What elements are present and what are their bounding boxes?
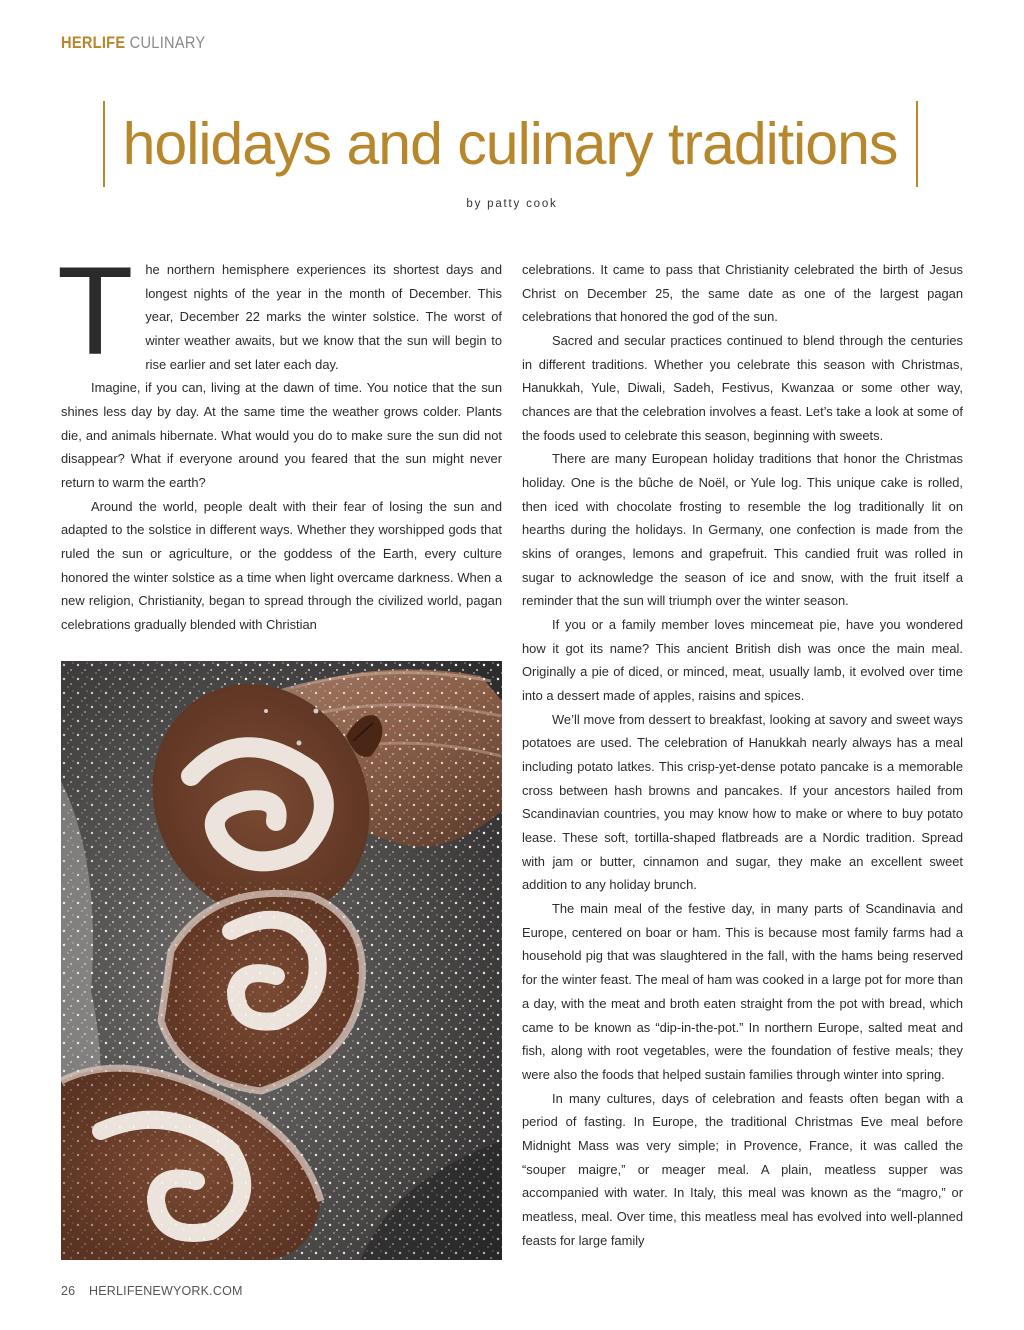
page-number: 26 [61, 1284, 76, 1298]
yule-log-photo [61, 661, 502, 1260]
page-footer [61, 1284, 243, 1298]
title-rule-right [916, 101, 918, 187]
website-url: HERLIFENEWYORK.COM [89, 1284, 243, 1298]
byline: by patty cook [466, 198, 558, 210]
article-column-right [522, 258, 963, 1252]
section-name: CULINARY [129, 33, 206, 52]
paragraph: In many cultures, days of celebration and feasts often began with a period of fasting. In Europe, the traditional Christmas Eve meal before Midnight Mass was very simple; in Provence, France, it was called the “souper maigre,” or meager meal. A plain, meatless supper was accompanied with water. In Italy, this meal was known as the “magro,” or meatless, meal. Over time, this meatless meal has evolved into well-planned feasts for large family [522, 1090, 963, 1248]
brand-name: HERLIFE [61, 33, 126, 52]
paragraph: The main meal of the festive day, in many parts of Scandinavia and Europe, centered on boar or ham. This is because most family farms had a household pig that was slaughtered in the fall, with the hams being reserved for the winter feast. The meal of ham was cooked in a large pot for more than a day, with the meat and broth eaten straight from the pot with bread, which came to be known as “dip-in-the-pot.” In northern Europe, salted meat and fish, along with root vegetables, were the foundation of festive meals; they were also the foods that helped sustain families through winter into spring. [522, 901, 963, 1082]
paragraph: celebrations. It came to pass that Christianity celebrated the birth of Jesus Christ on December 25, the same date as one of the largest pagan celebrations that honored the god of the sun. [522, 262, 963, 325]
drop-cap: T [57, 242, 134, 381]
paragraph: Sacred and secular practices continued to blend through the centuries in different traditions. Whether you celebrate this season with Christmas, Hanukkah, Yule, Diwali, Sadeh, Festivus, Kwanzaa or some other way, chances are that the celebration involves a feast. Let’s take a look at some of the foods used to celebrate this season, beginning with sweets. [522, 333, 963, 443]
title-rule-left [103, 101, 105, 187]
article-title: holidays and culinary traditions [122, 111, 898, 177]
paragraph: he northern hemisphere experiences its shortest days and longest nights of the year in the month of December. This year, December 22 marks the winter solstice. The worst of winter weather awaits, but we know that the sun will begin to rise earlier and set later each day. [145, 262, 502, 372]
paragraph: Around the world, people dealt with their fear of losing the sun and adapted to the solstice in different ways. Whether they worshipped gods that ruled the sun or agriculture, or the goddess of the Earth, every culture honored the winter solstice as a time when light overcame darkness. When a new religion, Christianity, began to spread through the civilized world, pagan celebrations gradually blended with Christian [61, 498, 502, 633]
paragraph: We’ll move from dessert to breakfast, looking at savory and sweet ways potatoes are used. The celebration of Hanukkah nearly always has a meal including potato latkes. This crisp-yet-dense potato pancake is a memorable cross between hash browns and pancakes. If your ancestors hailed from Scandinavian countries, you may know how to make or where to buy potato lease. These soft, tortilla-shaped flatbreads are a Nordic tradition. Spread with jam or butter, cinnamon and sugar, they make an excellent sweet addition to any holiday brunch. [522, 711, 963, 893]
section-label [61, 33, 205, 53]
paragraph: Imagine, if you can, living at the dawn of time. You notice that the sun shines less day by day. At the same time the weather grows colder. Plants die, and animals hibernate. What would you do to make sure the sun did not disappear? What if everyone around you feared that the sun might never return to warm the earth? [61, 380, 502, 491]
paragraph: If you or a family member loves mincemeat pie, have you wondered how it got its name? This ancient British dish was once the main meal. Originally a pie of diced, or minced, meat, usually lamb, it evolved over time into a dessert made of apples, raisins and spices. [522, 617, 963, 704]
article-column-left [57, 242, 502, 637]
paragraph: There are many European holiday traditions that honor the Christmas holiday. One is the bûche de Noël, or Yule log. This unique cake is rolled, then iced with chocolate frosting to resemble the log traditionally lit on hearths during the holidays. In Germany, one confection is made from the skins of oranges, lemons and grapefruit. This candied fruit was rolled in sugar to acknowledge the season of ice and snow, with the fruit itself a reminder that the sun will triumph over the winter season. [522, 451, 963, 609]
